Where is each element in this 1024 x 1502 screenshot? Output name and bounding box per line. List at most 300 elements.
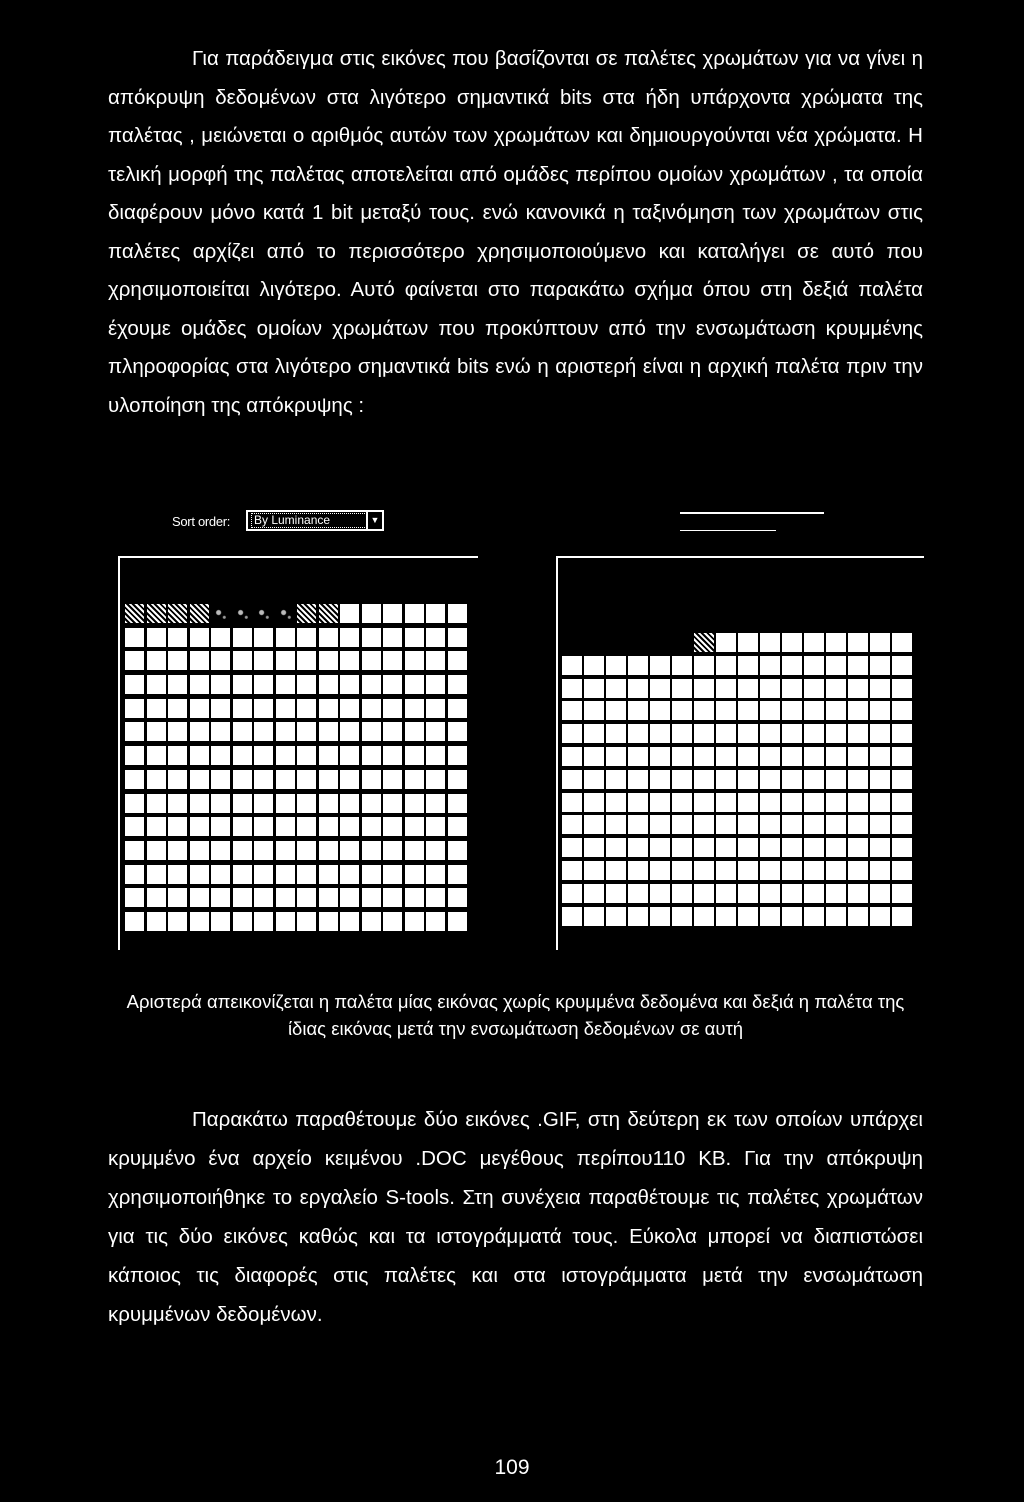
palette-swatch — [233, 699, 252, 718]
palette-swatch — [254, 675, 273, 694]
palette-swatch — [694, 701, 714, 720]
palette-swatch — [606, 861, 626, 880]
palette-swatch — [426, 746, 445, 765]
palette-swatch — [211, 770, 230, 789]
palette-swatch — [562, 679, 582, 698]
palette-swatch — [254, 888, 273, 907]
palette-swatch — [426, 651, 445, 670]
palette-swatch — [738, 747, 758, 766]
palette-swatch — [254, 817, 273, 836]
palette-swatch — [848, 884, 868, 903]
palette-swatch — [804, 679, 824, 698]
palette-swatch — [190, 770, 209, 789]
palette-swatch — [716, 884, 736, 903]
palette-swatch — [168, 888, 187, 907]
palette-swatch — [584, 701, 604, 720]
palette-swatch — [211, 888, 230, 907]
palette-swatch — [804, 793, 824, 812]
palette-swatch — [892, 679, 912, 698]
palette-swatch — [211, 675, 230, 694]
palette-swatch — [147, 794, 166, 813]
palette-swatch — [426, 817, 445, 836]
palette-swatch — [672, 838, 692, 857]
palette-swatch — [738, 633, 758, 652]
palette-swatch — [760, 724, 780, 743]
palette-swatch — [276, 888, 295, 907]
chevron-down-icon[interactable]: ▼ — [366, 512, 382, 529]
palette-swatch — [448, 817, 467, 836]
palette-swatch — [672, 793, 692, 812]
palette-swatch — [628, 747, 648, 766]
palette-swatch — [125, 628, 144, 647]
sort-order-dropdown[interactable] — [246, 510, 384, 531]
palette-swatch — [782, 633, 802, 652]
palette-swatch — [297, 841, 316, 860]
palette-swatch — [760, 793, 780, 812]
palette-swatch — [716, 861, 736, 880]
palette-swatch — [716, 838, 736, 857]
palette-swatch — [340, 722, 359, 741]
palette-swatch — [297, 675, 316, 694]
palette-swatch — [584, 656, 604, 675]
palette-swatch — [716, 907, 736, 926]
palette-swatch — [804, 907, 824, 926]
palette-swatch — [562, 838, 582, 857]
palette-swatch — [694, 770, 714, 789]
palette-swatch — [782, 747, 802, 766]
palette-swatch — [628, 907, 648, 926]
palette-swatch — [804, 701, 824, 720]
figure-caption: Αριστερά απεικονίζεται η παλέτα μίας εικόνας χωρίς κρυμμένα δεδομένα και δεξιά η παλέτα της ίδιας εικόνας μετά την ενσωμάτωση δεδομένων σε αυτή — [126, 991, 905, 1039]
palette-swatch — [870, 770, 890, 789]
palette-swatch — [362, 675, 381, 694]
palette-swatch — [628, 633, 648, 652]
palette-swatch — [672, 701, 692, 720]
body-paragraph: Παρακάτω παραθέτουμε δύο εικόνες .GIF, στη δεύτερη εκ των οποίων υπάρχει κρυμμένο ένα αρχείο κειμένου .DOC μεγέθους περίπου110 KB. Για την απόκρυψη χρησιμοποιήθηκε το εργαλείο S-tools. Στη συνέχεια παραθέτουμε τις παλέτες χρωμάτων για τις δύο εικόνες καθώς και τα ιστογράμματά τους. Εύκολα μπορεί να διαπιστώσει κάποιος τις διαφορές στις παλέτες και στα ιστογράμματα μετά την ενσωμάτωση κρυμμένων δεδομένων. — [108, 1108, 923, 1326]
palette-swatch — [211, 604, 230, 623]
palette-swatch — [254, 770, 273, 789]
palette-swatch — [804, 770, 824, 789]
palette-swatch — [584, 861, 604, 880]
palette-swatch — [340, 865, 359, 884]
palette-swatch — [297, 794, 316, 813]
palette-swatch — [562, 793, 582, 812]
palette-swatch — [694, 656, 714, 675]
palette-swatch — [606, 884, 626, 903]
palette-swatch — [606, 656, 626, 675]
palette-swatch — [584, 724, 604, 743]
palette-swatch — [168, 628, 187, 647]
palette-swatch — [628, 884, 648, 903]
palette-swatch — [340, 699, 359, 718]
palette-swatch — [562, 656, 582, 675]
palette-swatch — [694, 747, 714, 766]
palette-swatch — [147, 628, 166, 647]
palette-swatch — [383, 651, 402, 670]
palette-swatch — [125, 817, 144, 836]
palette-swatch — [362, 817, 381, 836]
palette-swatch — [562, 770, 582, 789]
palette-swatch — [319, 604, 338, 623]
palette-swatch — [628, 770, 648, 789]
palette-swatch — [276, 651, 295, 670]
palette-swatch — [297, 770, 316, 789]
palette-swatch — [233, 722, 252, 741]
palette-swatch — [426, 722, 445, 741]
palette-swatch — [650, 701, 670, 720]
palette-swatch — [254, 865, 273, 884]
palette-swatch — [716, 656, 736, 675]
palette-swatch — [606, 633, 626, 652]
palette-swatch — [826, 747, 846, 766]
palette-swatch — [405, 888, 424, 907]
palette-swatch — [650, 633, 670, 652]
palette-swatch — [297, 699, 316, 718]
palette-swatch — [760, 838, 780, 857]
palette-swatch — [190, 722, 209, 741]
palette-swatch — [628, 838, 648, 857]
palette-swatch — [405, 865, 424, 884]
palette-swatch — [190, 794, 209, 813]
palette-swatch — [782, 724, 802, 743]
palette-swatch — [276, 699, 295, 718]
palette-swatch — [584, 815, 604, 834]
palette-swatch — [147, 865, 166, 884]
palette-swatch — [297, 817, 316, 836]
palette-swatch — [125, 770, 144, 789]
palette-swatch — [760, 907, 780, 926]
palette-swatch — [672, 656, 692, 675]
palette-swatch — [211, 722, 230, 741]
palette-swatch — [848, 907, 868, 926]
palette-swatch — [628, 861, 648, 880]
palette-swatch — [362, 628, 381, 647]
palette-swatch — [694, 679, 714, 698]
palette-swatch — [562, 633, 582, 652]
palette-swatch — [297, 912, 316, 931]
palette-swatch — [628, 679, 648, 698]
palette-swatch — [233, 888, 252, 907]
palette-swatch — [405, 817, 424, 836]
intro-paragraph: Για παράδειγμα στις εικόνες που βασίζονται σε παλέτες χρωμάτων για να γίνει η απόκρυψη δεδομένων στα λιγότερο σημαντικά bits στα ήδη υπάρχοντα χρώματα της παλέτας , μειώνεται ο αριθμός αυτών των χρωμάτων και δημιουργούνται νέα χρώματα. Η τελική μορφή της παλέτας αποτελείται από ομάδες περίπου ομοίων χρωμάτων , τα οποία διαφέρουν μόνο κατά 1 bit μεταξύ τους. ενώ κανονικά η ταξινόμηση των χρωμάτων στις παλέτες αρχίζει από το περισσότερο χρησιμοποιούμενο και καταλήγει σε αυτό που χρησιμοποιείται λιγότερο. Αυτό φαίνεται στο παρακάτω σχήμα όπου στη δεξιά παλέτα έχουμε ομάδες ομοίων χρωμάτων που προκύπτουν από την ενσωμάτωση κρυμμένης πληροφορίας στα λιγότερο σημαντικά bits ενώ η αριστερή είναι η αρχική παλέτα πριν την υλοποίηση της απόκρυψης : — [108, 47, 923, 417]
palette-swatch — [848, 770, 868, 789]
palette-swatch — [319, 628, 338, 647]
palette-swatch — [147, 770, 166, 789]
palette-swatch — [650, 747, 670, 766]
palette-swatch — [892, 815, 912, 834]
palette-swatch — [672, 815, 692, 834]
palette-swatch — [211, 699, 230, 718]
palette-swatch — [319, 865, 338, 884]
palette-swatch — [782, 656, 802, 675]
palette-swatch — [848, 656, 868, 675]
palette-swatch — [892, 793, 912, 812]
palette-swatch — [147, 746, 166, 765]
palette-swatch — [716, 815, 736, 834]
palette-swatch — [168, 746, 187, 765]
palette-swatch — [405, 722, 424, 741]
palette-swatch — [125, 651, 144, 670]
palette-swatch — [319, 912, 338, 931]
palette-swatch — [562, 747, 582, 766]
palette-swatch — [190, 651, 209, 670]
palette-swatch — [826, 907, 846, 926]
palette-swatch — [319, 746, 338, 765]
palette-swatch — [147, 817, 166, 836]
palette-swatch — [694, 633, 714, 652]
palette-swatch — [694, 838, 714, 857]
palette-swatch — [168, 651, 187, 670]
palette-swatch — [254, 651, 273, 670]
palette-swatch — [760, 679, 780, 698]
palette-swatch — [606, 907, 626, 926]
palette-swatch — [826, 701, 846, 720]
palette-swatch — [319, 699, 338, 718]
palette-swatch — [448, 912, 467, 931]
palette-swatch — [362, 888, 381, 907]
palette-swatch — [147, 675, 166, 694]
palette-swatch — [426, 699, 445, 718]
page-number: 109 — [494, 1456, 530, 1479]
palette-swatch — [319, 675, 338, 694]
palette-swatch — [448, 770, 467, 789]
palette-swatch — [190, 604, 209, 623]
palette-swatch — [650, 793, 670, 812]
palette-swatch — [319, 770, 338, 789]
palette-swatch — [362, 651, 381, 670]
palette-swatch — [383, 722, 402, 741]
palette-swatch — [276, 722, 295, 741]
palette-swatch — [606, 793, 626, 812]
palette-swatch — [826, 815, 846, 834]
palette-swatch — [276, 794, 295, 813]
palette-swatch — [716, 770, 736, 789]
palette-swatch — [383, 794, 402, 813]
palette-swatch — [562, 861, 582, 880]
palette-swatch — [147, 604, 166, 623]
sort-order-value: By Luminance — [251, 513, 367, 528]
palette-swatch — [804, 815, 824, 834]
palette-swatch — [804, 861, 824, 880]
palette-swatch — [650, 656, 670, 675]
palette-swatch — [694, 724, 714, 743]
palette-swatch — [672, 679, 692, 698]
palette-swatch — [383, 628, 402, 647]
palette-swatch — [738, 907, 758, 926]
palette-swatch — [672, 724, 692, 743]
palette-swatch — [254, 722, 273, 741]
palette-swatch — [760, 815, 780, 834]
palette-swatch — [782, 838, 802, 857]
palette-swatch — [694, 884, 714, 903]
palette-swatch — [276, 912, 295, 931]
palette-swatch — [362, 604, 381, 623]
palette-swatch — [426, 675, 445, 694]
palette-swatch — [405, 675, 424, 694]
palette-swatch — [628, 656, 648, 675]
palette-swatch — [892, 861, 912, 880]
palette-swatch — [892, 656, 912, 675]
palette-swatch — [738, 770, 758, 789]
palette-swatch — [826, 633, 846, 652]
palette-swatch — [426, 628, 445, 647]
palette-swatch — [870, 815, 890, 834]
palette-swatch — [892, 907, 912, 926]
palette-swatch — [168, 604, 187, 623]
palette-swatch — [233, 651, 252, 670]
palette-swatch — [870, 701, 890, 720]
palette-swatch — [870, 861, 890, 880]
palette-swatch — [448, 888, 467, 907]
palette-swatch — [760, 747, 780, 766]
palette-swatch — [650, 838, 670, 857]
palette-swatch — [254, 912, 273, 931]
palette-swatch — [870, 633, 890, 652]
palette-swatch — [340, 746, 359, 765]
palette-swatch — [319, 888, 338, 907]
palette-swatch — [168, 841, 187, 860]
palette-swatch — [826, 770, 846, 789]
palette-swatch — [362, 722, 381, 741]
palette-swatch — [340, 912, 359, 931]
palette-swatch — [426, 865, 445, 884]
palette-swatch — [147, 651, 166, 670]
palette-swatch — [276, 817, 295, 836]
palette-swatch — [168, 722, 187, 741]
palette-swatch — [782, 884, 802, 903]
palette-swatch — [870, 838, 890, 857]
palette-swatch — [383, 888, 402, 907]
palette-swatch — [168, 675, 187, 694]
sort-order-label: Sort order: — [172, 514, 231, 529]
palette-swatch — [405, 651, 424, 670]
palette-swatch — [233, 865, 252, 884]
palette-swatch — [870, 747, 890, 766]
palette-swatch — [211, 865, 230, 884]
palette-swatch — [426, 841, 445, 860]
palette-swatch — [804, 724, 824, 743]
palette-swatch — [405, 841, 424, 860]
palette-swatch — [276, 770, 295, 789]
palette-swatch — [760, 633, 780, 652]
palette-swatch — [870, 907, 890, 926]
palette-swatch — [892, 838, 912, 857]
palette-swatch — [168, 817, 187, 836]
palette-swatch — [426, 770, 445, 789]
palette-swatch — [848, 815, 868, 834]
palette-swatch — [448, 604, 467, 623]
palette-swatch — [694, 907, 714, 926]
palette-swatch — [319, 841, 338, 860]
palette-swatch — [650, 884, 670, 903]
palette-swatch — [584, 770, 604, 789]
palette-swatch — [405, 746, 424, 765]
palette-swatch — [848, 747, 868, 766]
palette-swatch — [584, 633, 604, 652]
palette-swatch — [760, 770, 780, 789]
palette-swatch — [297, 865, 316, 884]
palette-swatch — [405, 604, 424, 623]
palette-swatch — [892, 633, 912, 652]
palette-swatch — [738, 884, 758, 903]
palette-swatch — [716, 724, 736, 743]
palette-swatch — [254, 699, 273, 718]
palette-swatch — [383, 912, 402, 931]
palette-swatch — [562, 724, 582, 743]
palette-swatch — [650, 679, 670, 698]
palette-swatch — [448, 651, 467, 670]
palette-swatch — [672, 861, 692, 880]
palette-swatch — [738, 815, 758, 834]
palette-swatch — [190, 888, 209, 907]
palette-swatch — [340, 770, 359, 789]
palette-swatch — [233, 604, 252, 623]
palette-swatch — [826, 656, 846, 675]
palette-swatch — [190, 841, 209, 860]
palette-swatch — [738, 861, 758, 880]
palette-swatch — [716, 701, 736, 720]
palette-swatch — [738, 793, 758, 812]
palette-swatch — [826, 884, 846, 903]
palette-swatch — [340, 888, 359, 907]
palette-swatch — [254, 746, 273, 765]
palette-swatch — [125, 604, 144, 623]
palette-swatch — [672, 907, 692, 926]
palette-swatch — [650, 907, 670, 926]
palette-swatch — [826, 679, 846, 698]
palette-swatch — [340, 841, 359, 860]
palette-swatch — [892, 884, 912, 903]
palette-swatch — [716, 633, 736, 652]
palette-swatch — [297, 651, 316, 670]
palette-swatch — [211, 817, 230, 836]
palette-swatch — [628, 815, 648, 834]
palette-swatch — [233, 794, 252, 813]
palette-swatch — [584, 793, 604, 812]
palette-swatch — [650, 770, 670, 789]
palette-swatch — [125, 794, 144, 813]
palette-swatch — [606, 838, 626, 857]
palette-swatch — [606, 679, 626, 698]
palette-swatch — [254, 841, 273, 860]
palette-swatch — [738, 724, 758, 743]
palette-swatch — [190, 628, 209, 647]
palette-swatch — [782, 907, 802, 926]
palette-swatch — [125, 675, 144, 694]
palette-swatch — [297, 888, 316, 907]
palette-swatch — [426, 794, 445, 813]
palette-swatch — [448, 746, 467, 765]
original-palette-grid — [125, 604, 475, 931]
palette-swatch — [254, 794, 273, 813]
palette-swatch — [233, 675, 252, 694]
palette-swatch — [848, 701, 868, 720]
palette-swatch — [760, 861, 780, 880]
palette-swatch — [448, 628, 467, 647]
palette-swatch — [233, 770, 252, 789]
palette-swatch — [125, 888, 144, 907]
palette-swatch — [211, 841, 230, 860]
palette-swatch — [362, 699, 381, 718]
palette-swatch — [383, 746, 402, 765]
palette-swatch — [870, 724, 890, 743]
divider-line — [680, 530, 776, 531]
palette-swatch — [760, 884, 780, 903]
palette-swatch — [892, 701, 912, 720]
palette-swatch — [448, 699, 467, 718]
palette-swatch — [448, 865, 467, 884]
palette-swatch — [297, 746, 316, 765]
